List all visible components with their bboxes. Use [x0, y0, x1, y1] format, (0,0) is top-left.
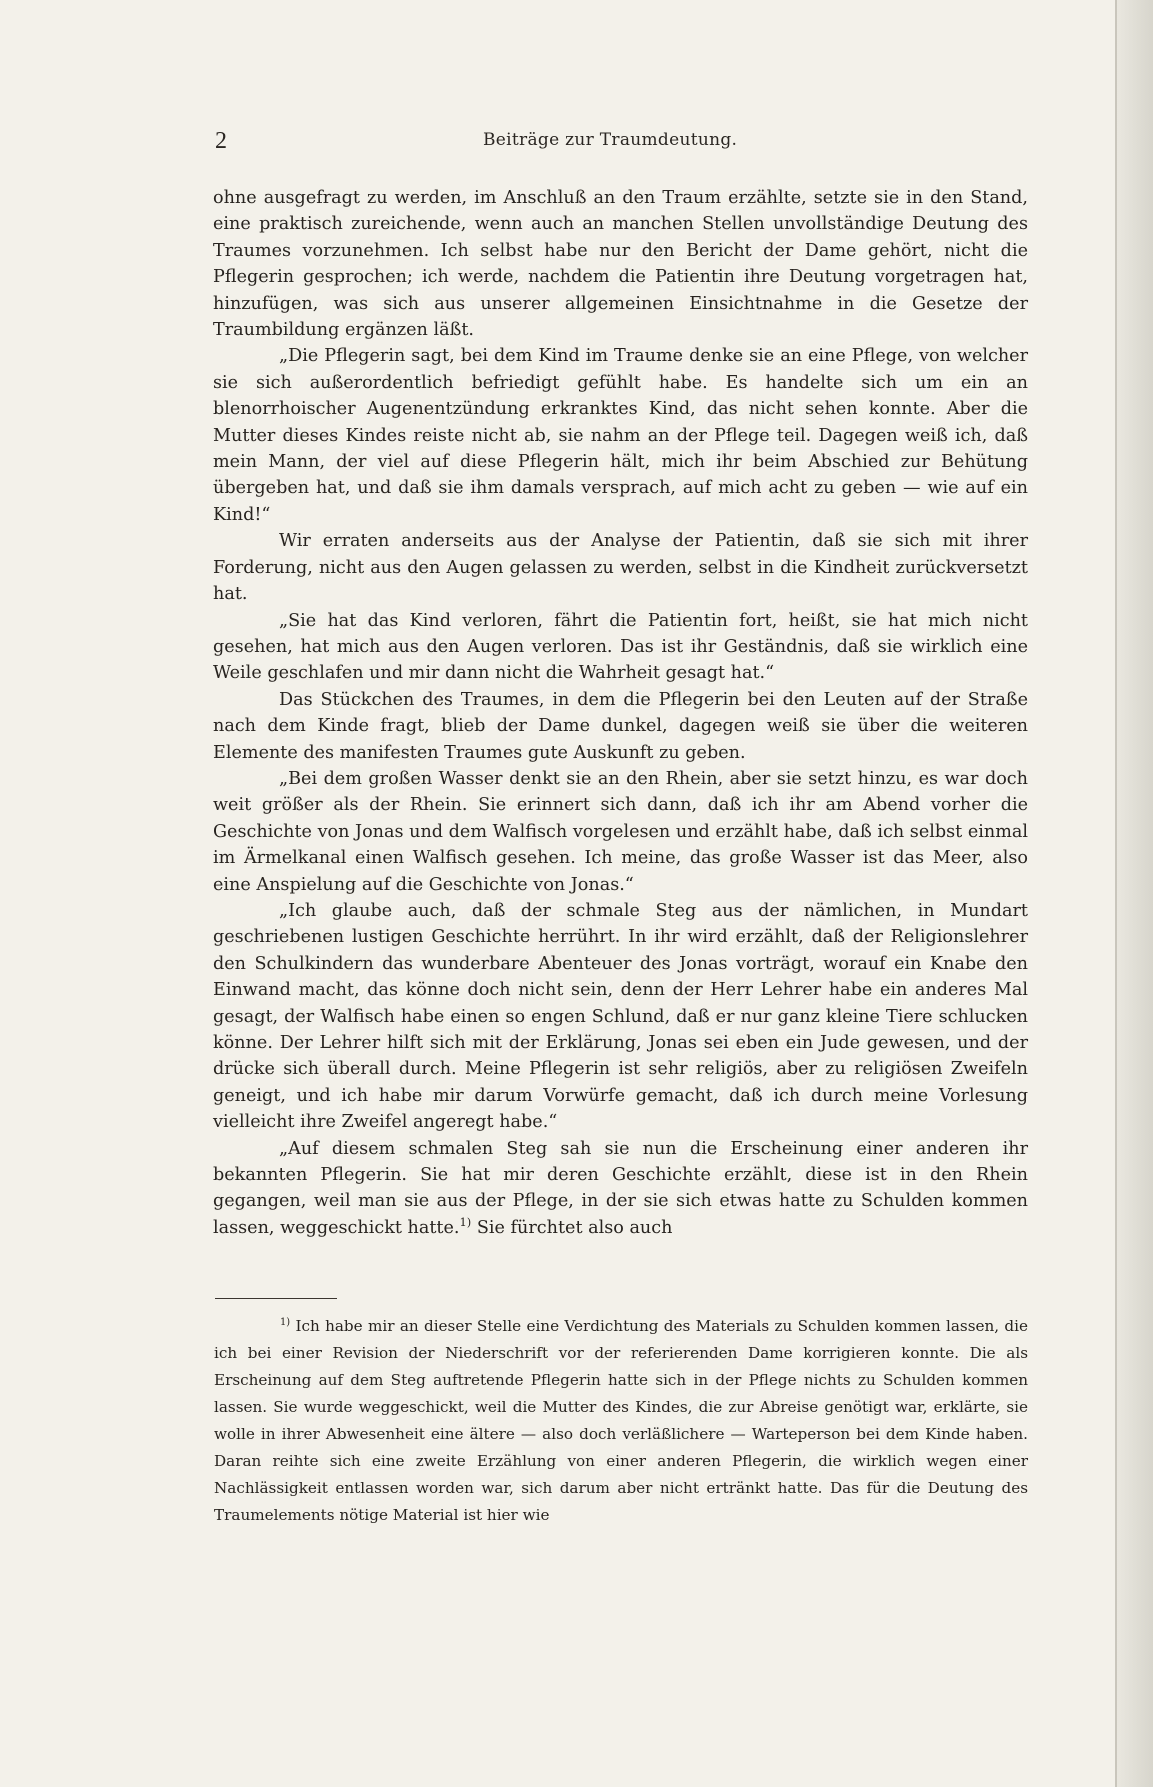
page-edge: [1117, 0, 1153, 1787]
paragraph: „Bei dem großen Wasser denkt sie an den Rhein, aber sie setzt hinzu, es war doch weit größer als der Rhein. Sie erinnert sich dann, daß ich ihr am Abend vorher die Geschichte von Jonas und dem Walfisch vorgelesen und erzählt habe, daß ich selbst einmal im Ärmelkanal einen Walfisch gesehen. Ich meine, das große Wasser ist das Meer, also eine Anspielung auf die Geschichte von Jonas.“: [213, 768, 1028, 895]
paragraph: ohne ausgefragt zu werden, im Anschluß an den Traum erzählte, setzte sie in den Stand, eine praktisch zureichende, wenn auch an manchen Stellen unvollständige Deutung des Traumes vorzunehmen. Ich selbst habe nur den Bericht der Dame gehört, nicht die Pflegerin gesprochen; ich werde, nachdem die Patientin ihre Deutung vorgetragen hat, hinzufügen, was sich aus unserer allgemeinen Einsichtnahme in die Gesetze der Traumbildung ergänzen läßt.: [213, 188, 1028, 341]
footnote: [214, 1313, 1028, 1529]
paragraph: Das Stückchen des Traumes, in dem die Pflegerin bei den Leuten auf der Straße nach dem Kinde fragt, blieb der Dame dunkel, dagegen weiß sie über die weiteren Elemente des manifesten Traumes gute Auskunft zu geben.: [213, 689, 1028, 763]
footnotes: [214, 1313, 1028, 1529]
body-text: [213, 185, 1028, 1241]
footnote-reference: 1): [459, 1214, 472, 1229]
paragraph: „Die Pflegerin sagt, bei dem Kind im Traume denke sie an eine Pflege, von welcher sie sich außerordentlich befriedigt gefühlt habe. Es handelte sich um ein an blenorrhoischer Augenentzündung erkranktes Kind, das nicht sehen konnte. Aber die Mutter dieses Kindes reiste nicht ab, sie nahm an der Pflege teil. Dagegen weiß ich, daß mein Mann, der viel auf diese Pflegerin hält, mich ihr beim Abschied zur Behütung übergeben hat, und daß sie ihm damals versprach, auf mich acht zu geben — wie auf ein Kind!“: [213, 346, 1028, 525]
paragraph: „Sie hat das Kind verloren, fährt die Patientin fort, heißt, sie hat mich nicht gesehen, hat mich aus den Augen verloren. Das ist ihr Geständnis, daß sie wirklich eine Weile geschlafen und mir dann nicht die Wahrheit gesagt hat.“: [213, 610, 1028, 684]
footnote-text: Ich habe mir an dieser Stelle eine Verdichtung des Materials zu Schulden kommen lassen, die ich bei einer Revision der Niederschrift vor der referierenden Dame korrigieren konnte. Die als Erscheinung auf dem Steg auftretende Pflegerin hatte sich in der Pflege nichts zu Schulden kommen lassen. Sie wurde weggeschickt, weil die Mutter des Kindes, die zur Abreise genötigt war, erklärte, sie wolle in ihrer Abwesenheit eine ältere — also doch verläßlichere — Warteperson bei dem Kinde haben. Daran reihte sich eine zweite Erzählung von einer anderen Pflegerin, die wirklich wegen einer Nachlässigkeit entlassen worden war, sich darum aber nicht ertränkt hatte. Das für die Deutung des Traumelements nötige Material ist hier wie: [214, 1317, 1028, 1524]
page-number: 2: [215, 128, 227, 154]
running-title: Beiträge zur Traumdeutung.: [483, 130, 738, 150]
footnote-marker: 1): [280, 1316, 291, 1328]
paragraph-text: „Auf diesem schmalen Steg sah sie nun die Erscheinung einer anderen ihr bekannten Pflegerin. Sie hat mir deren Geschichte erzählt, diese ist in den Rhein gegangen, weil man sie aus der Pflege, in der sie sich etwas hatte zu Schulden kommen lassen, weggeschickt hatte.: [213, 1138, 1028, 1238]
paragraph-text: Sie fürchtet also auch: [471, 1217, 673, 1238]
paragraph: Wir erraten anderseits aus der Analyse der Patientin, daß sie sich mit ihrer Forderung, nicht aus den Augen gelassen zu werden, selbst in die Kindheit zurückversetzt hat.: [213, 531, 1028, 605]
footnote-rule: [215, 1298, 337, 1299]
paragraph: „Ich glaube auch, daß der schmale Steg aus der nämlichen, in Mundart geschriebenen lustigen Geschichte herrührt. In ihr wird erzählt, daß der Religionslehrer den Schulkindern das wunderbare Abenteuer des Jonas vorträgt, worauf ein Knabe den Einwand macht, das könne doch nicht sein, denn der Herr Lehrer habe ein anderes Mal gesagt, der Walfisch habe einen so engen Schlund, daß er nur ganz kleine Tiere schlucken könne. Der Lehrer hilft sich mit der Erklärung, Jonas sei eben ein Jude gewesen, und der drücke sich überall durch. Meine Pflegerin ist sehr religiös, aber zu religiösen Zweifeln geneigt, und ich habe mir darum Vorwürfe gemacht, daß ich durch meine Vorlesung vielleicht ihre Zweifel angeregt habe.“: [213, 900, 1028, 1133]
paragraph: [213, 1136, 1028, 1242]
page-header: [215, 128, 1025, 158]
